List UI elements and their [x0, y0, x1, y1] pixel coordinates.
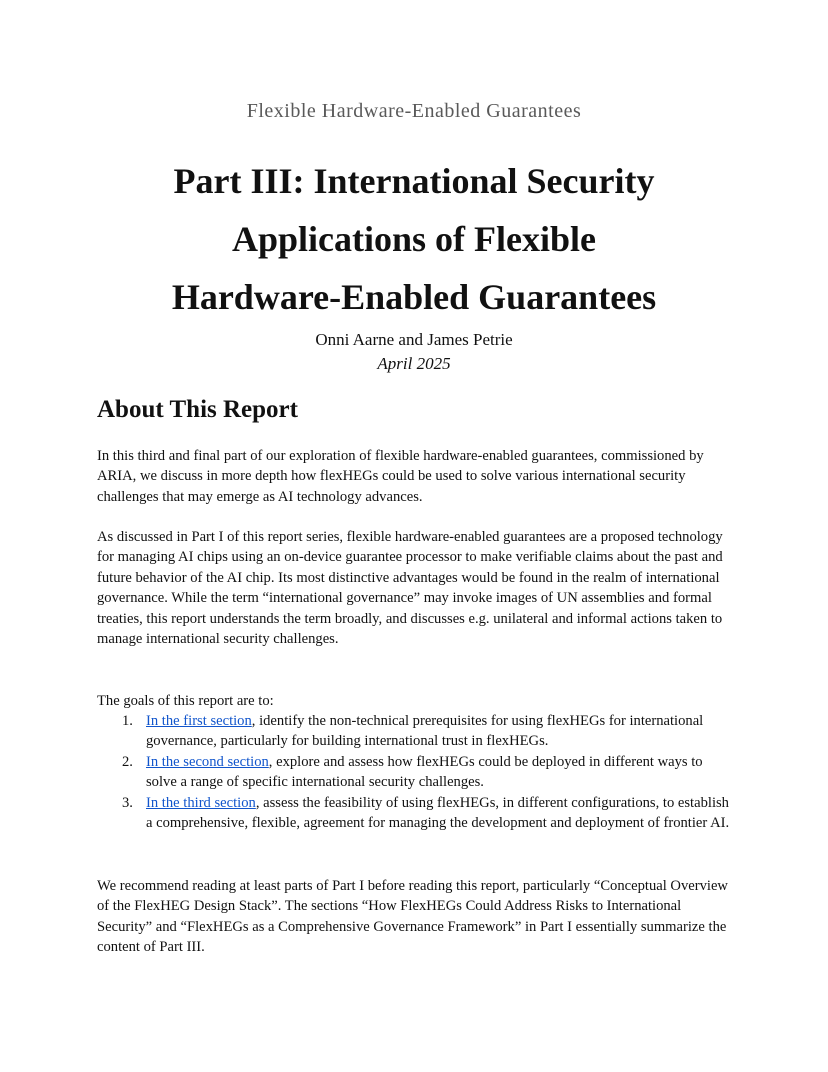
title-line-1: Part III: International Security — [173, 161, 655, 201]
publication-date: April 2025 — [377, 354, 451, 373]
list-item — [97, 793, 737, 834]
list-item — [97, 752, 737, 793]
list-number: 2. — [122, 753, 133, 770]
report-title — [0, 152, 828, 326]
second-section-link[interactable]: In the second section — [146, 753, 269, 770]
paragraph-intro: In this third and final part of our exploration of flexible hardware-enabled guarantees, commissioned by ARIA, we discuss in more depth how flexHEGs could be used to solve various international security challenges that may emerge as AI technology advances. — [97, 448, 704, 505]
paragraph-background: As discussed in Part I of this report series, flexible hardware-enabled guarantees are a proposed technology for managing AI chips using an on-device guarantee processor to make verifiable claims about the past and future behavior of the AI chip. Its most distinctive advantages would be found in the realm of international governance. While the term “international governance” may invoke images of UN assemblies and formal treaties, this report understands the term broadly, and discusses e.g. unilateral and informal actions taken to manage international security challenges. — [97, 529, 723, 648]
section-heading: About This Report — [97, 396, 298, 423]
third-section-link[interactable]: In the third section — [146, 794, 256, 811]
paragraph-recommendation: We recommend reading at least parts of Part I before reading this report, particularly “Conceptual Overview of the FlexHEG Design Stack”. The sections “How FlexHEGs Could Address Risks to International Security” and “FlexHEGs as a Comprehensive Governance Framework” in Part I essentially summarize the content of Part III. — [97, 878, 728, 956]
list-item — [97, 711, 737, 752]
title-line-2: Applications of Flexible — [231, 219, 596, 259]
goals-list — [97, 711, 737, 833]
list-item-text: , explore and assess how flexHEGs could be deployed in different ways to solve a range of specific international security challenges. — [146, 753, 703, 791]
list-number: 1. — [122, 713, 133, 729]
title-line-3: Hardware-Enabled Guarantees — [171, 277, 657, 317]
goals-intro: The goals of this report are to: — [97, 693, 274, 709]
running-header: Flexible Hardware-Enabled Guarantees — [246, 100, 582, 122]
list-number: 3. — [122, 794, 133, 811]
list-item-text: , identify the non-technical prerequisites for using flexHEGs for international governance, particularly for building international trust in flexHEGs. — [146, 713, 704, 750]
list-item-text: , assess the feasibility of using flexHEGs, in different configurations, to establish a comprehensive, flexible, agreement for managing the development and deployment of frontier AI. — [146, 794, 730, 832]
authors: Onni Aarne and James Petrie — [315, 330, 513, 349]
first-section-link[interactable]: In the first section — [146, 713, 252, 729]
